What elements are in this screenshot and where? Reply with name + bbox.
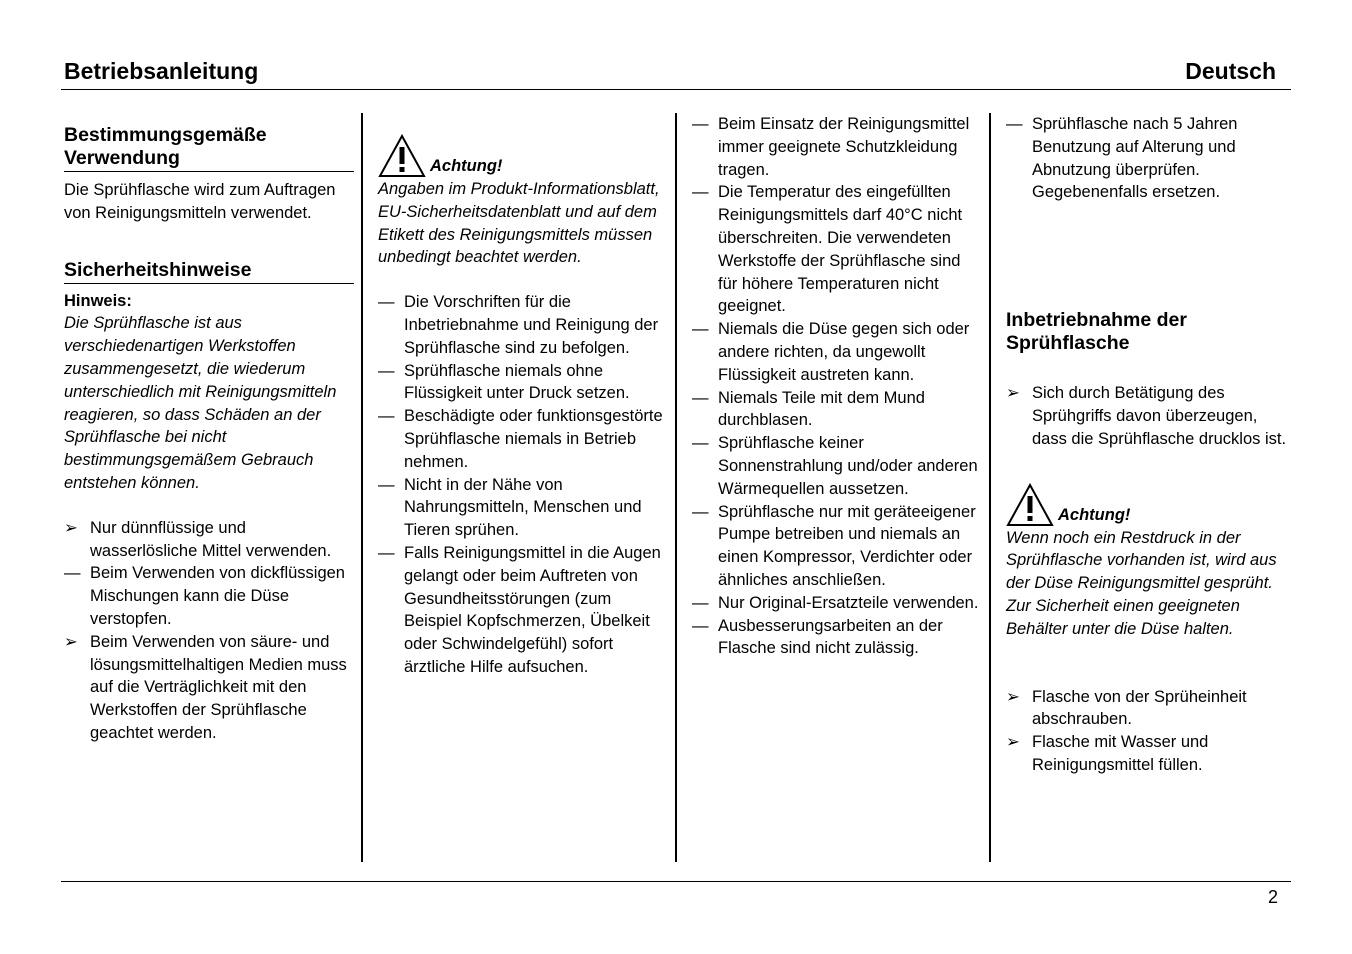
- list-marker: —: [692, 115, 709, 133]
- list-marker: —: [378, 293, 395, 312]
- usage-paragraph: Die Sprühflasche wird zum Auftragen von Reinigungsmitteln verwendet.: [64, 181, 336, 222]
- list-item-text: Nicht in der Nähe von Nahrungsmitteln, Menschen und Tieren sprühen.: [404, 475, 642, 540]
- list-item: [692, 113, 982, 181]
- list-item-text: Ausbesserungsarbeiten an der Flasche sind nicht zulässig.: [718, 616, 943, 658]
- list-item: [692, 592, 982, 615]
- list-item: [692, 432, 982, 500]
- list-item-text: Niemals die Düse gegen sich oder andere richten, da ungewollt Flüssigkeit austreten kann.: [718, 320, 970, 384]
- list-item-text: Beim Verwenden von säure- und lösungsmittelhaltigen Medien muss auf die Verträglichkeit mit den Werkstoffen der Sprühflasche geachtet werden.: [90, 632, 347, 742]
- list-marker: —: [692, 502, 709, 521]
- list-item-text: Niemals Teile mit dem Mund durchblasen.: [718, 388, 925, 430]
- list-marker: —: [692, 183, 709, 202]
- footer-rule: [61, 881, 1291, 882]
- list-item-text: Flasche mit Wasser und Reinigungsmittel füllen.: [1032, 733, 1209, 774]
- list-marker: —: [692, 593, 709, 612]
- commissioning-list: [1006, 382, 1296, 450]
- list-item-text: Beim Einsatz der Reinigungsmittel immer geeignete Schutzkleidung tragen.: [718, 115, 970, 179]
- list-item: [1006, 686, 1296, 732]
- list-item: [1006, 382, 1296, 450]
- list-item: [378, 542, 663, 679]
- list-item-text: Sprühflasche niemals ohne Flüssigkeit unter Druck setzen.: [404, 361, 630, 403]
- safety-list: [692, 113, 982, 660]
- list-item-text: Beschädigte oder funktionsgestörte Sprühflasche niemals in Betrieb nehmen.: [404, 407, 663, 471]
- column-3: [692, 113, 982, 660]
- maintenance-list: [1006, 113, 1296, 204]
- list-item-text: Sich durch Betätigung des Sprühgriffs davon überzeugen, dass die Sprühflasche drucklos ist.: [1032, 384, 1287, 448]
- list-item: [378, 291, 663, 359]
- note-text: Die Sprühflasche ist aus verschiedenartigen Werkstoffen zusammengesetzt, die wiederum unterschiedlich mit Reinigungsmitteln reagieren, so dass Schäden an der Sprühflasche bei nicht bestimmungsgemäßem Gebrauch entstehen können.: [64, 314, 337, 492]
- list-item-text: Die Temperatur des eingefüllten Reinigungsmittels darf 40°C nicht überschreiten. Die verwendeten Werkstoffe der Sprühflasche sind für höhere Temperaturen nicht geeignet.: [718, 183, 963, 316]
- safety-list: [64, 517, 354, 745]
- warning-block: [378, 134, 663, 178]
- list-marker: —: [378, 407, 395, 426]
- list-item-text: Nur Original-Ersatzteile verwenden.: [718, 593, 979, 612]
- safety-list: [378, 291, 663, 679]
- warning-text: Zur Sicherheit einen geeigneten Behälter unter die Düse halten.: [1006, 596, 1240, 638]
- list-item: [692, 318, 982, 386]
- column-divider: [361, 113, 363, 862]
- list-item: [378, 405, 663, 473]
- list-marker: —: [378, 475, 395, 494]
- list-item: [64, 631, 354, 745]
- list-marker: —: [378, 543, 395, 562]
- list-item-text: Nur dünnflüssige und wasserlösliche Mittel verwenden.: [90, 518, 332, 560]
- list-marker: —: [1006, 115, 1023, 133]
- list-item: [378, 474, 663, 542]
- list-marker: ➢: [1006, 687, 1020, 706]
- list-marker: —: [692, 320, 709, 339]
- warning-block: [1006, 483, 1296, 527]
- list-item: [64, 517, 354, 563]
- column-divider: [675, 113, 677, 862]
- header-rule: [61, 89, 1291, 90]
- warning-text: Angaben im Produkt-Informationsblatt, EU-Sicherheitsdatenblatt und auf dem Etikett des Reinigungsmittels müssen unbedingt beachtet werden.: [378, 180, 660, 267]
- list-marker: —: [378, 361, 395, 380]
- list-item-text: Flasche von der Sprüheinheit abschrauben.: [1032, 687, 1247, 729]
- column-divider: [989, 113, 991, 862]
- note-label: Hinweis:: [64, 291, 132, 310]
- warning-title: Achtung!: [1058, 505, 1131, 524]
- list-marker: ➢: [64, 518, 78, 537]
- list-item-text: Falls Reinigungsmittel in die Augen gelangt oder beim Auftreten von Gesundheitsstörungen (zum Beispiel Kopfschmerzen, Übelkeit oder Schwindelgefühl) sofort ärztliche Hilfe aufsuchen.: [404, 543, 661, 676]
- warning-title: Achtung!: [430, 157, 503, 176]
- list-item-text: Sprühflasche nur mit geräteeigener Pumpe betreiben und niemals an einen Kompressor, Verdichter oder ähnliches anschließen.: [718, 502, 976, 589]
- column-1: [64, 113, 354, 745]
- list-item-text: Die Vorschriften für die Inbetriebnahme und Reinigung der Sprühflasche sind zu befolgen.: [404, 293, 659, 357]
- header-language: Deutsch: [1185, 58, 1276, 84]
- column-4: [1006, 113, 1296, 777]
- list-marker: ➢: [1006, 733, 1020, 752]
- commissioning-steps: [1006, 686, 1296, 777]
- section-heading-safety: Sicherheitshinweise: [64, 259, 354, 284]
- list-item: [692, 181, 982, 318]
- list-marker: ➢: [1006, 384, 1020, 403]
- section-heading-usage: Bestimmungsgemäße Verwendung: [64, 124, 354, 172]
- list-item: [64, 562, 354, 630]
- list-item-text: Beim Verwenden von dickflüssigen Mischungen kann die Düse verstopfen.: [90, 564, 345, 628]
- list-marker: —: [692, 388, 709, 407]
- section-heading-commissioning: Inbetriebnahme der Sprühflasche: [1006, 309, 1187, 355]
- list-item-text: Sprühflasche keiner Sonnenstrahlung und/oder anderen Wärmequellen aussetzen.: [718, 434, 978, 498]
- list-item: [692, 501, 982, 592]
- list-item: [378, 360, 663, 406]
- list-item: [692, 387, 982, 433]
- header-title: Betriebsanleitung: [64, 58, 259, 84]
- page-number: 2: [1267, 887, 1278, 907]
- list-item: [1006, 731, 1296, 777]
- warning-triangle-icon: [1006, 483, 1054, 527]
- list-item: [692, 615, 982, 661]
- warning-triangle-icon: [378, 134, 426, 178]
- list-marker: —: [64, 564, 81, 583]
- list-marker: —: [692, 434, 709, 453]
- list-marker: —: [692, 616, 709, 635]
- column-2: [378, 113, 663, 679]
- list-marker: ➢: [64, 632, 78, 651]
- list-item: [1006, 113, 1296, 204]
- list-item-text: Sprühflasche nach 5 Jahren Benutzung auf Alterung und Abnutzung überprüfen. Gegebenenfalls ersetzen.: [1032, 115, 1238, 202]
- warning-text: Wenn noch ein Restdruck in der Sprühflasche vorhanden ist, wird aus der Düse Reinigungsmittel gesprüht.: [1006, 528, 1277, 593]
